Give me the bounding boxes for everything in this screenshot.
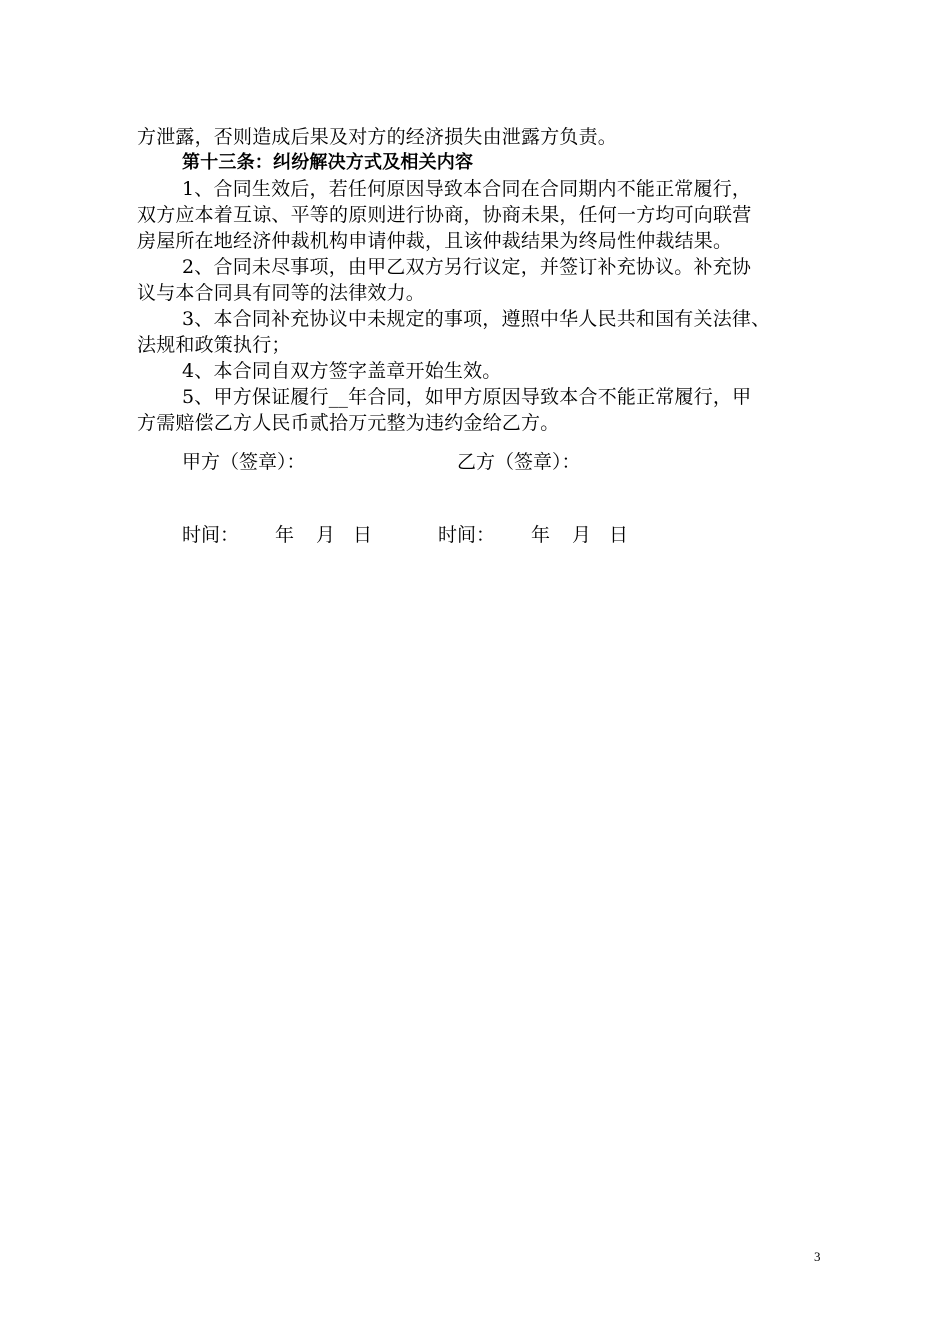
month-label-b: 月 — [572, 524, 592, 546]
item-3-line-2: 法规和政策执行； — [137, 334, 291, 356]
party-b-date-row — [438, 522, 628, 548]
item-2-line-1: 2、合同未尽事项，由甲乙双方另行议定，并签订补充协议。补充协 — [182, 256, 752, 278]
item-5-line-1: 5、甲方保证履行__年合同，如甲方原因导致本合不能正常履行，甲 — [182, 386, 752, 408]
item-3-line-1: 3、本合同补充协议中未规定的事项，遵照中华人民共和国有关法律、 — [182, 308, 771, 330]
item-2-line-2: 议与本合同具有同等的法律效力。 — [137, 282, 426, 304]
article-13-heading: 第十三条：纠纷解决方式及相关内容 — [182, 152, 474, 173]
item-1-line-1: 1、合同生效后，若任何原因导致本合同在合同期内不能正常履行， — [182, 178, 752, 200]
item-1-line-3: 房屋所在地经济仲裁机构申请仲裁，且该仲裁结果为终局性仲裁结果。 — [137, 230, 733, 252]
item-4-line-1: 4、本合同自双方签字盖章开始生效。 — [182, 360, 502, 382]
contract-body — [137, 124, 837, 436]
item-5-line-2: 方需赔偿乙方人民币贰拾万元整为违约金给乙方。 — [137, 412, 560, 434]
time-label-a: 时间： — [182, 524, 240, 546]
item-1-line-2: 双方应本着互谅、平等的原则进行协商，协商未果，任何一方均可向联营 — [137, 204, 752, 226]
year-label-a: 年 — [275, 524, 295, 546]
day-label-a: 日 — [353, 524, 373, 546]
year-label-b: 年 — [531, 524, 551, 546]
party-a-signature-label: 甲方（签章）： — [182, 451, 306, 473]
paragraph-line: 方泄露，否则造成后果及对方的经济损失由泄露方负责。 — [137, 126, 618, 148]
month-label-a: 月 — [316, 524, 336, 546]
time-label-b: 时间： — [438, 524, 496, 546]
day-label-b: 日 — [609, 524, 629, 546]
page-number: 3 — [814, 1249, 821, 1264]
party-a-date-row — [182, 522, 372, 548]
party-b-signature-label: 乙方（签章）： — [457, 451, 581, 473]
